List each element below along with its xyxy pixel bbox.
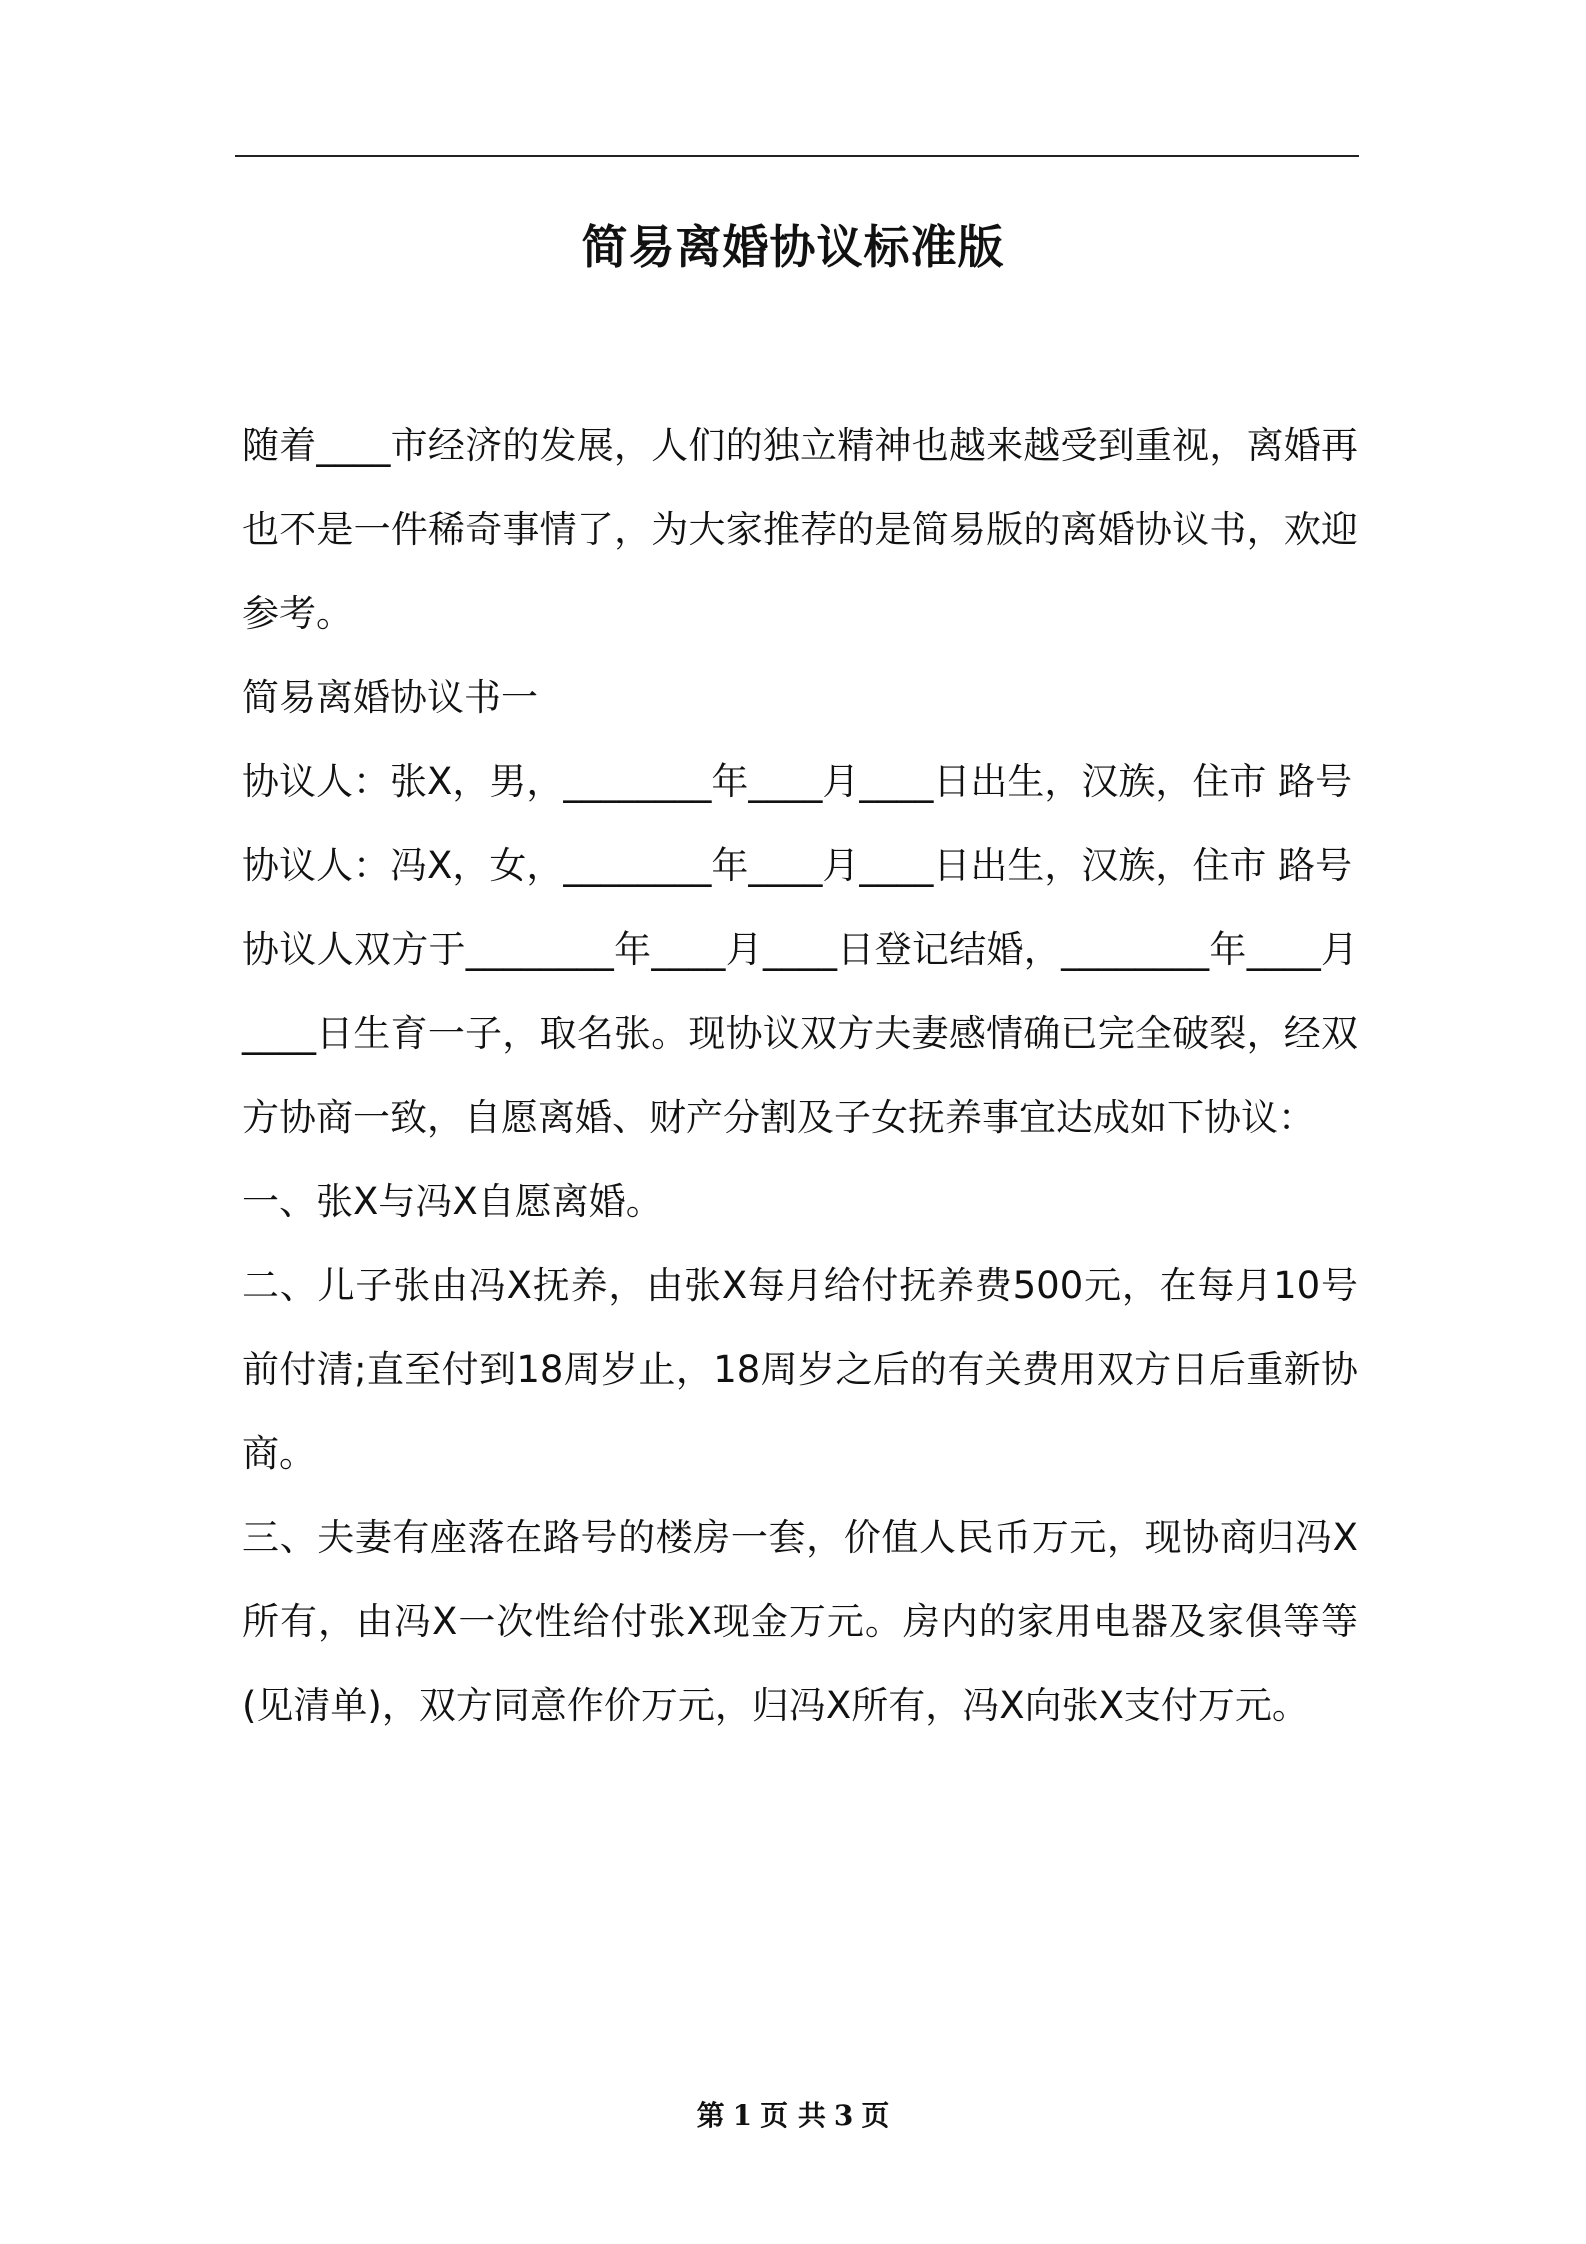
party-two-paragraph: 协议人：冯X，女，________年____月____日出生，汉族，住市 路号 bbox=[242, 844, 1353, 887]
header-rule bbox=[235, 155, 1359, 157]
section-heading: 简易离婚协议书一 bbox=[242, 676, 538, 719]
clause-three: 三、夫妻有座落在路号的楼房一套，价值人民币万元，现协商归冯X所有，由冯X一次性给付张X现金万元。房内的家用电器及家俱等等(见清单)，双方同意作价万元，归冯X所有，冯X向张X支付万元。 bbox=[242, 1516, 1358, 1727]
clause-one: 一、张X与冯X自愿离婚。 bbox=[242, 1180, 663, 1223]
marriage-info-paragraph: 协议人双方于________年____月____日登记结婚，________年____月____日生育一子，取名张。现协议双方夫妻感情确已完全破裂，经双方协商一致，自愿离婚、财产分割及子女抚养事宜达成如下协议： bbox=[242, 928, 1358, 1139]
party-one-paragraph: 协议人：张X，男，________年____月____日出生，汉族，住市 路号 bbox=[242, 760, 1353, 803]
document-body bbox=[242, 404, 1358, 1748]
page-suffix: 页 bbox=[861, 2099, 890, 2132]
page-footer bbox=[0, 2096, 1586, 2136]
document-title: 简易离婚协议标准版 bbox=[581, 220, 1005, 274]
page-prefix: 第 bbox=[696, 2099, 725, 2132]
total-pages-number: 3 bbox=[833, 2099, 854, 2132]
intro-paragraph: 随着____市经济的发展，人们的独立精神也越来越受到重视，离婚再也不是一件稀奇事情了，为大家推荐的是简易版的离婚协议书，欢迎参考。 bbox=[242, 424, 1358, 635]
current-page-number: 1 bbox=[732, 2099, 753, 2132]
page-mid: 页 共 bbox=[760, 2099, 826, 2132]
clause-two: 二、儿子张由冯X抚养，由张X每月给付抚养费500元，在每月10号前付清;直至付到18周岁止，18周岁之后的有关费用双方日后重新协商。 bbox=[242, 1264, 1358, 1475]
